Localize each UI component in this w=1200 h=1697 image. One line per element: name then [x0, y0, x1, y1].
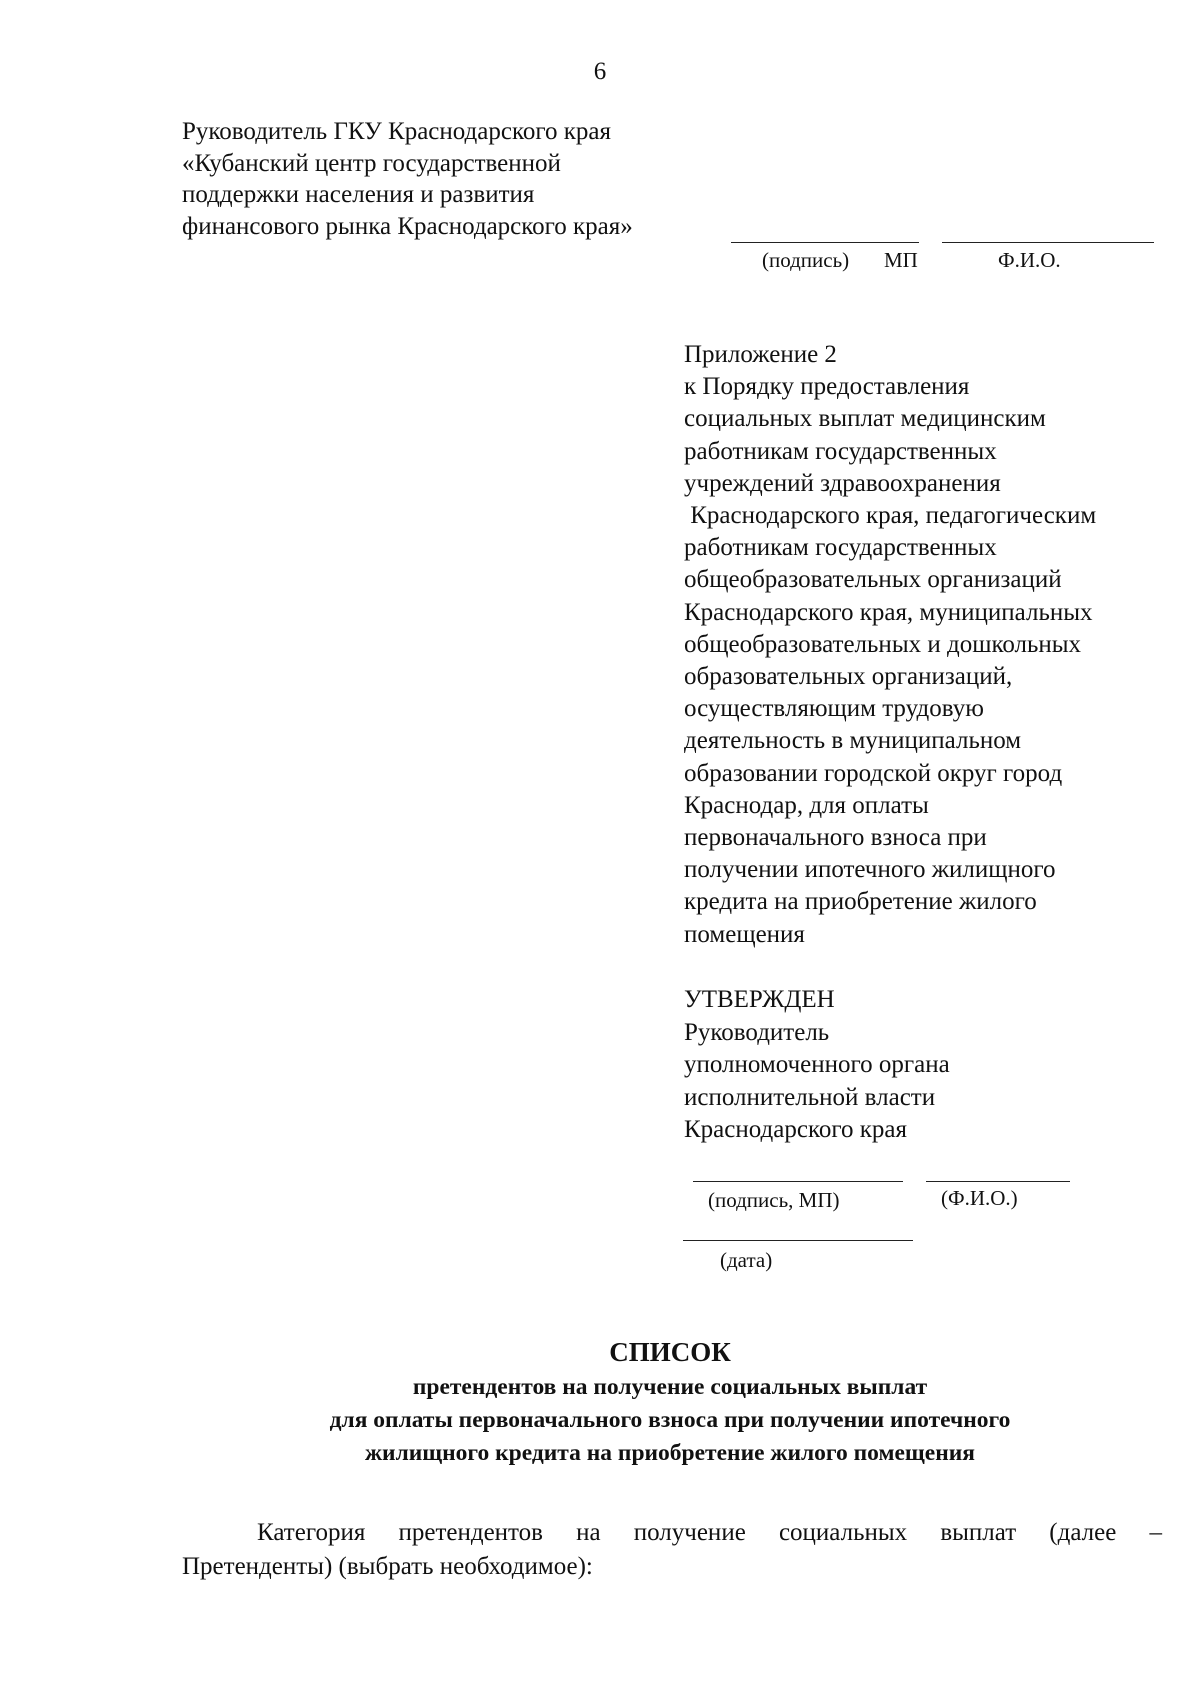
appendix-line: образовании городской округ город — [684, 759, 1063, 787]
title-main: СПИСОК — [609, 1337, 731, 1367]
appendix-line: Краснодарского края, муниципальных — [684, 598, 1093, 626]
appendix-line: первоначального взноса при — [684, 824, 987, 852]
approval-name-label: (Ф.И.О.) — [941, 1186, 1018, 1210]
appendix-line: Приложение 2 — [684, 341, 837, 368]
head-line: Руководитель ГКУ Краснодарского края — [182, 118, 611, 145]
approval-signature-line — [693, 1181, 903, 1182]
appendix-line: общеобразовательных организаций — [684, 566, 1062, 594]
approved-line: исполнительной власти — [684, 1083, 936, 1111]
appendix-line: Краснодар, для оплаты — [684, 791, 929, 819]
appendix-line: образовательных организаций, — [684, 663, 1013, 691]
approved-block — [684, 984, 950, 1147]
page-number: 6 — [593, 58, 607, 85]
appendix-line: к Порядку предоставления — [684, 373, 970, 401]
appendix-line: Краснодарского края, педагогическим — [684, 502, 1097, 530]
signature-line — [731, 242, 919, 243]
appendix-block — [684, 339, 1096, 951]
approved-line: уполномоченного органа — [684, 1051, 950, 1078]
head-line: финансового рынка Краснодарского края» — [182, 212, 633, 240]
organization-head-block — [182, 116, 633, 242]
approved-line: Руководитель — [684, 1018, 830, 1046]
appendix-line: кредита на приобретение жилого — [684, 888, 1037, 916]
head-line: «Кубанский центр государственной — [182, 149, 561, 177]
appendix-line: работникам государственных — [684, 437, 997, 465]
title-line: для оплаты первоначального взноса при получении ипотечного — [329, 1407, 1011, 1433]
paragraph-line: Претенденты) (выбрать необходимое): — [182, 1553, 593, 1580]
paragraph-line: Категория претендентов на получение социальных выплат (далее – — [257, 1519, 1162, 1546]
approval-signature-label: (подпись, МП) — [708, 1188, 840, 1212]
title-line: претендентов на получение социальных выплат — [412, 1374, 928, 1400]
category-paragraph — [182, 1516, 1162, 1584]
head-line: поддержки населения и развития — [182, 181, 535, 208]
signature-label: (подпись) — [762, 248, 850, 272]
appendix-line: учреждений здравоохранения — [684, 469, 1001, 497]
approval-date-line — [683, 1240, 913, 1241]
appendix-line: деятельность в муниципальном — [684, 727, 1022, 755]
appendix-line: помещения — [684, 920, 805, 948]
approval-date-label: (дата) — [720, 1248, 773, 1272]
title-line: жилищного кредита на приобретение жилого помещения — [364, 1440, 975, 1466]
appendix-line: работникам государственных — [684, 534, 997, 562]
appendix-line: осуществляющим трудовую — [684, 695, 984, 723]
name-line — [942, 242, 1154, 243]
name-label: Ф.И.О. — [998, 248, 1061, 272]
approval-name-line — [926, 1181, 1070, 1182]
appendix-line: социальных выплат медицинским — [684, 405, 1046, 433]
appendix-line: получении ипотечного жилищного — [684, 856, 1056, 884]
stamp-label: МП — [884, 248, 918, 272]
approved-heading: УТВЕРЖДЕН — [684, 986, 835, 1013]
appendix-line: общеобразовательных и дошкольных — [684, 630, 1082, 658]
document-title — [0, 1333, 1200, 1470]
approved-line: Краснодарского края — [684, 1116, 907, 1143]
